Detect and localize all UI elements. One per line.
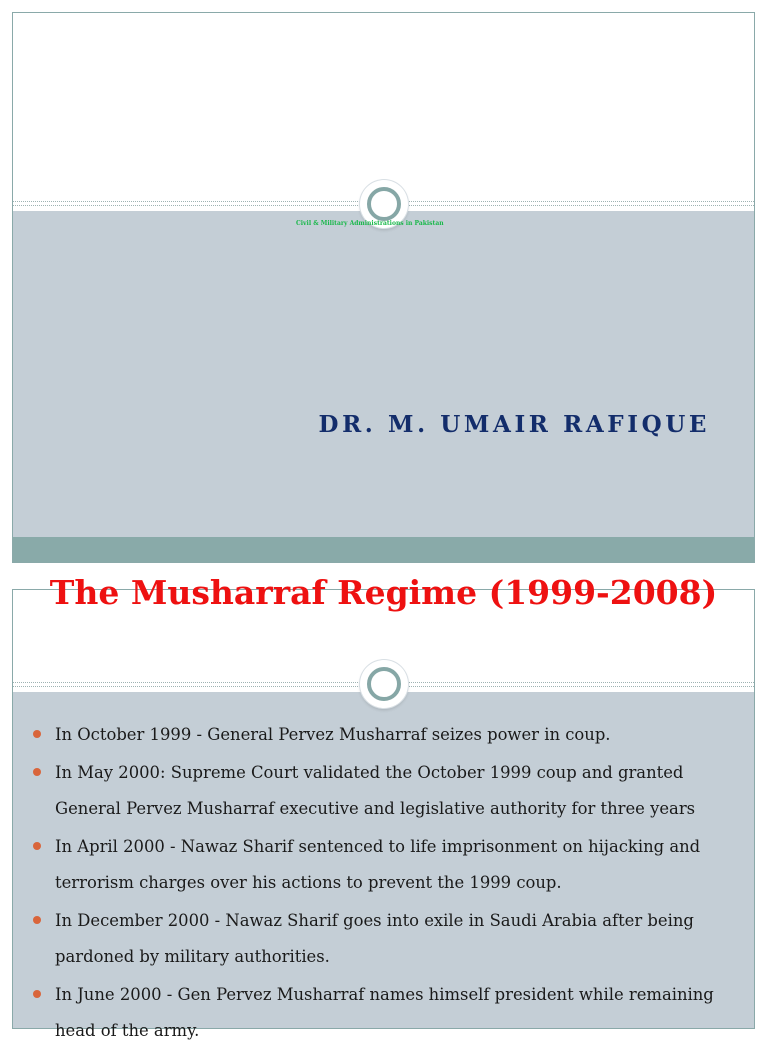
list-item: In December 2000 - Nawaz Sharif goes into exile in Saudi Arabia after being pardoned by military authorities. xyxy=(30,903,745,975)
ring-ornament-icon xyxy=(360,660,408,708)
list-item: In October 1999 - General Pervez Musharraf seizes power in coup. xyxy=(30,717,745,753)
title-slide-header xyxy=(13,13,754,203)
title-slide xyxy=(12,12,755,563)
footer-band xyxy=(13,537,754,563)
list-item: In April 2000 - Nawaz Sharif sentenced to life imprisonment on hijacking and terrorism charges over his actions to prevent the 1999 coup. xyxy=(30,829,745,901)
list-item: In May 2000: Supreme Court validated the October 1999 coup and granted General Pervez Musharraf executive and legislative authority for three years xyxy=(30,755,745,827)
bullet-icon xyxy=(33,916,41,924)
bullet-list xyxy=(30,717,745,1051)
title-slide-body xyxy=(13,211,754,537)
bullet-icon xyxy=(33,730,41,738)
slide-subtitle: Civil & Military Administrations in Pakistan xyxy=(296,220,444,227)
author-name: DR. M. UMAIR RAFIQUE xyxy=(318,411,710,438)
list-item: In June 2000 - Gen Pervez Musharraf names himself president while remaining head of the army. xyxy=(30,977,745,1049)
bullet-icon xyxy=(33,768,41,776)
bullet-icon xyxy=(33,842,41,850)
slide-title: The Musharraf Regime (1999-2008) xyxy=(49,573,718,612)
bullet-icon xyxy=(33,990,41,998)
